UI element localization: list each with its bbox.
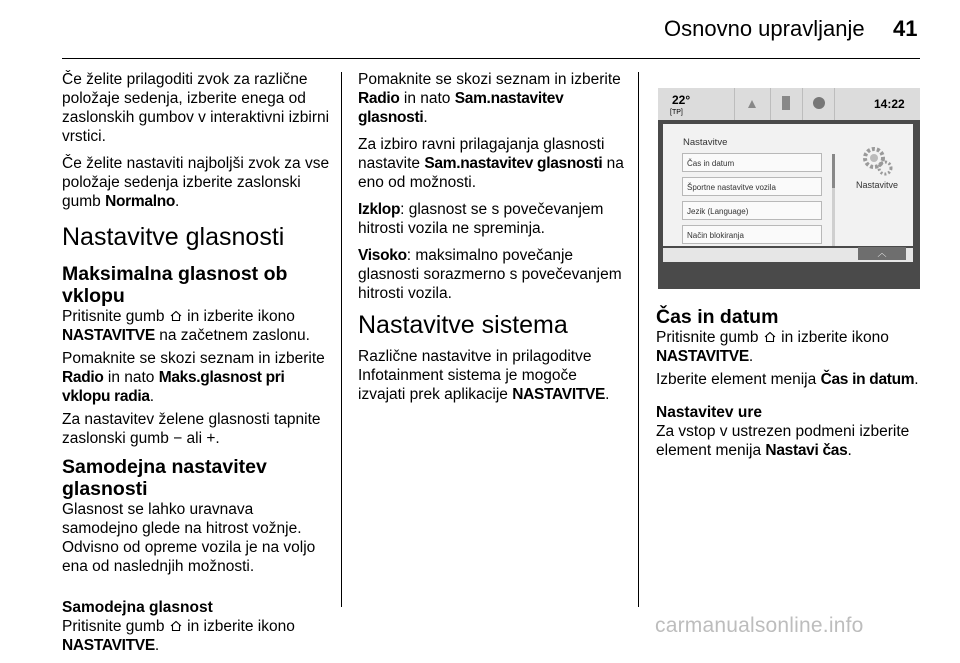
minor-heading: Nastavitev ure [656, 404, 762, 421]
menu-item[interactable]: Jezik (Language) [682, 201, 822, 220]
watermark: carmanualsonline.info [655, 614, 864, 637]
column-divider-2 [638, 72, 639, 607]
subsection-heading: Samodejna nastavitev glasnosti [62, 456, 267, 500]
subsection-heading: Čas in datum [656, 306, 779, 328]
page-number: 41 [893, 16, 918, 41]
ui-term: Maks.glasnost pri vklopu radia [62, 369, 285, 405]
minus-icon: − [173, 430, 183, 447]
settings-app-label: Nastavitve [856, 180, 899, 190]
section-heading: Nastavitve sistema [358, 311, 568, 339]
ui-term: Normalno [105, 193, 176, 210]
menu-item[interactable]: Čas in datum [682, 153, 822, 172]
audio-icon [746, 97, 758, 109]
header-rule [62, 58, 920, 59]
ui-term: NASTAVITVE [512, 386, 606, 403]
paragraph: Za nastavitev želene glasnosti tapnite zaslonski gumb − ali +. [62, 411, 321, 447]
paragraph: Če želite prilagoditi zvok za različne položaje sedenja, izberite enega od zaslonskih gumbov v interaktivni izbirni vrstici. [62, 71, 330, 145]
tp-indicator: [TP] [670, 109, 683, 116]
ui-term: Sam.nastavitev glasnosti [424, 155, 603, 172]
clock-time: 14:22 [874, 97, 905, 111]
ui-term: Izklop [358, 201, 401, 218]
screen-title: Nastavitve [683, 137, 728, 148]
ui-term: Čas in datum [820, 371, 915, 388]
paragraph: Pomaknite se skozi seznam in izberite Radio in nato Maks.glasnost pri vklopu radia. [62, 350, 325, 405]
paragraph: Glasnost se lahko uravnava samodejno glede na hitrost vožnje. Odvisno od opreme vozila je na voljo ena od naslednjih možnosti. [62, 501, 316, 575]
plus-icon: + [206, 430, 216, 447]
gear-icon [860, 144, 894, 183]
paragraph: Različne nastavitve in prilagoditve Infotainment sistema je mogoče izvajati prek aplikacije NASTAVITVE. [358, 348, 610, 403]
paragraph: Za izbiro ravni prilagajanja glasnosti nastavite Sam.nastavitev glasnosti na eno od možnosti. [358, 136, 624, 191]
menu-item[interactable]: Način blokiranja [682, 225, 822, 244]
column-3 [656, 306, 926, 468]
temperature: 22° [672, 93, 691, 107]
home-icon [169, 619, 183, 633]
home-icon [763, 330, 777, 344]
ui-term: Sam.nastavitev glasnosti [358, 90, 564, 126]
paragraph: Izklop: glasnost se s povečevanjem hitrosti vozila ne spreminja. [358, 201, 604, 237]
section-heading: Nastavitve glasnosti [62, 223, 285, 251]
menu-item[interactable]: Športne nastavitve vozila [682, 177, 822, 196]
subsection-heading: Maksimalna glasnost ob vklopu [62, 263, 288, 307]
column-1 [62, 70, 332, 663]
paragraph: Pomaknite se skozi seznam in izberite Radio in nato Sam.nastavitev glasnosti. [358, 71, 621, 126]
ui-term: NASTAVITVE [62, 637, 155, 654]
paragraph: Izberite element menija Čas in datum. [656, 371, 919, 388]
ui-term: NASTAVITVE [656, 348, 749, 365]
status-bar [658, 88, 920, 120]
ui-term: Nastavi čas [765, 442, 848, 459]
ui-term: NASTAVITVE [62, 327, 155, 344]
phone-icon [782, 96, 790, 110]
settings-screenshot [658, 88, 920, 289]
scrollbar-thumb[interactable] [832, 154, 835, 188]
column-divider-1 [341, 72, 342, 607]
ui-term: Visoko [358, 247, 407, 264]
home-icon [169, 309, 183, 323]
paragraph: Če želite nastaviti najboljši zvok za vse položaje sedenja izberite zaslonski gumb Normalno. [62, 155, 330, 210]
paragraph: Visoko: maksimalno povečanje glasnosti sorazmerno s povečevanjem hitrosti vozila. [358, 247, 622, 302]
column-2 [358, 70, 628, 412]
paragraph: Pritisnite gumb in izberite ikono NASTAVITVE na začetnem zaslonu. [62, 308, 310, 344]
ui-term: Radio [358, 90, 400, 107]
info-icon [813, 97, 825, 109]
paragraph: Za vstop v ustrezen podmeni izberite element menija Nastavi čas. [656, 423, 910, 459]
paragraph: Pritisnite gumb in izberite ikono NASTAVITVE. [62, 618, 295, 654]
page-header-title: Osnovno upravljanje [664, 16, 865, 41]
paragraph: Pritisnite gumb in izberite ikono NASTAVITVE. [656, 329, 889, 365]
collapse-button[interactable]: ︿ [858, 247, 906, 260]
minor-heading: Samodejna glasnost [62, 599, 213, 616]
ui-term: Radio [62, 369, 104, 386]
